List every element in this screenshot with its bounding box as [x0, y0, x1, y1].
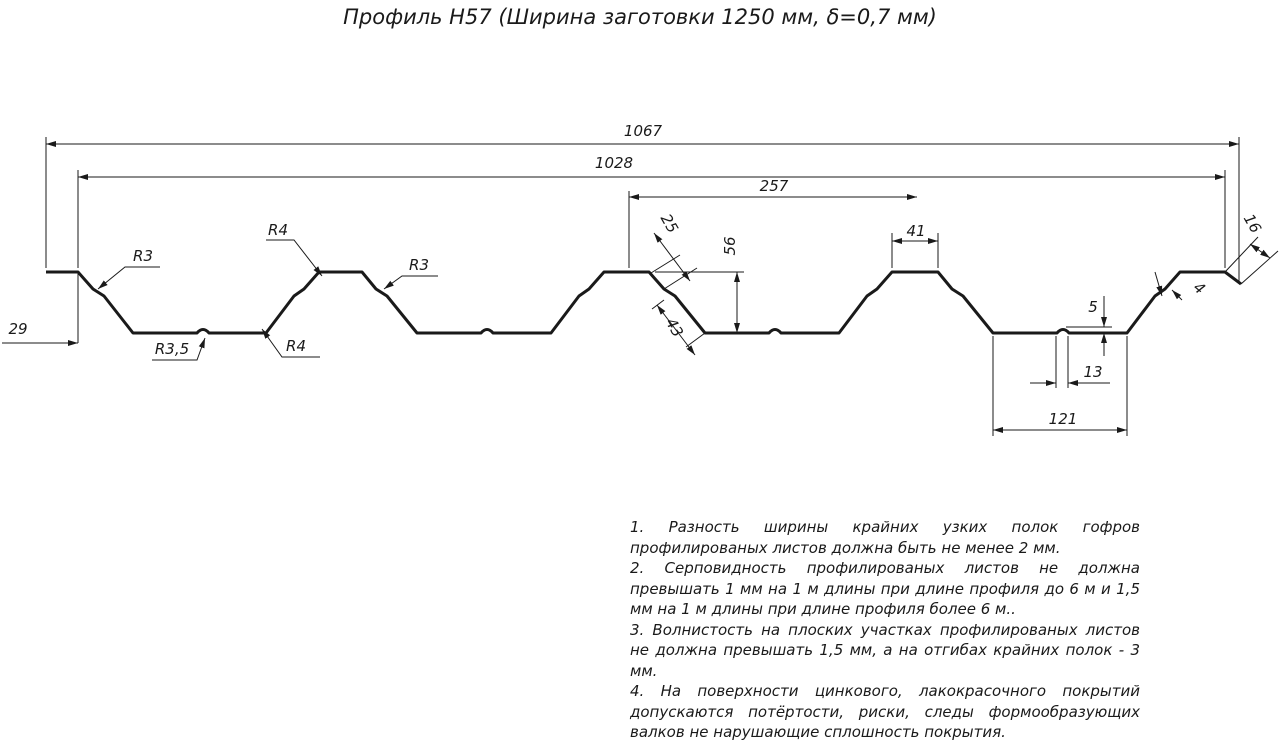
- dim-groove-width: 13: [1083, 363, 1103, 381]
- dim-rib-lower: 43: [661, 314, 687, 341]
- radius-r4-bottom: R4: [286, 337, 306, 355]
- dim-bottom-shelf: 121: [1048, 410, 1078, 428]
- radius-r3-left: R3: [133, 247, 153, 265]
- dim-edge-flange: 16: [1239, 210, 1265, 237]
- dim-useful-width: 1028: [594, 154, 634, 172]
- note-item: 3. Волнистость на плоских участках профилированых листов не должна превышать 1,5 мм, а на отгибах крайних полок - 3 мм.: [630, 620, 1140, 680]
- dim-height: 56: [721, 236, 739, 256]
- dim-total-width: 1067: [623, 122, 663, 140]
- profile-outline: [46, 272, 1241, 333]
- dim-groove-depth: 5: [1088, 298, 1098, 316]
- radius-r35: R3,5: [154, 340, 190, 358]
- dim-edge-height: 29: [8, 320, 28, 338]
- radius-r3-right: R3: [409, 256, 429, 274]
- drawing-title: Профиль Н57 (Ширина заготовки 1250 мм, δ=0,7 мм): [343, 5, 937, 29]
- dim-step: 4: [1189, 278, 1209, 299]
- technical-notes: [630, 517, 1140, 743]
- radius-r4-top: R4: [268, 221, 288, 239]
- dimension-texts: [8, 122, 1264, 428]
- note-item: 1. Разность ширины крайних узких полок гофров профилированых листов должна быть не менее 2 мм.: [630, 518, 1140, 557]
- dim-top-shelf: 41: [906, 222, 926, 240]
- note-item: 2. Серповидность профилированых листов не должна превышать 1 мм на 1 м длины при длине профиля до 6 м и 1,5 мм на 1 м длины при длине профиля более 6 м..: [630, 559, 1140, 618]
- note-item: 4. На поверхности цинкового, лакокрасочного покрытий допускаются потёртости, риски, следы формообразующих валков не нарушающие сплошность покрытия.: [630, 682, 1140, 741]
- dim-rib-upper: 25: [656, 210, 682, 237]
- dim-pitch: 257: [759, 177, 789, 195]
- dimension-lines: [2, 137, 1278, 436]
